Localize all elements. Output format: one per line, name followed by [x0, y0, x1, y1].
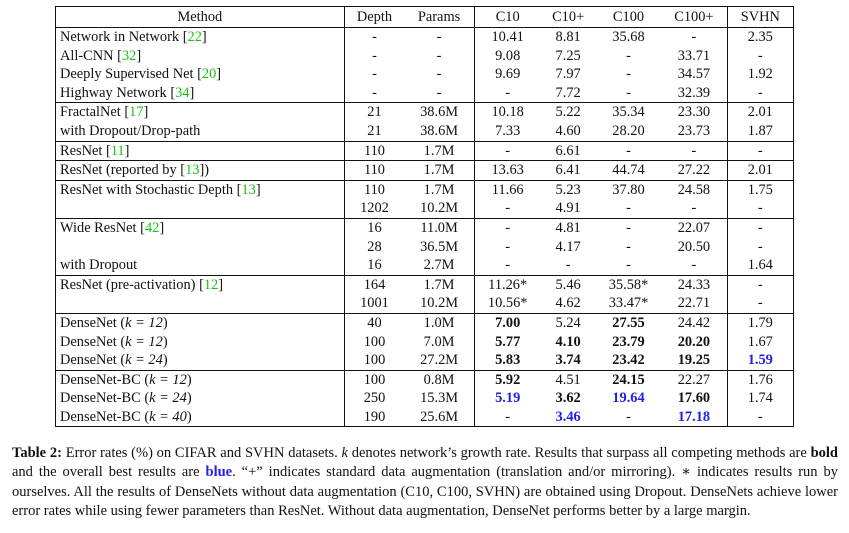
citation-link: 12	[203, 276, 219, 293]
c100-cell: 19.64	[612, 390, 645, 407]
table-row	[56, 199, 794, 218]
c10-plus-cell: 4.91	[555, 200, 581, 217]
params-cell: 38.6M	[404, 122, 474, 141]
method-name: Wide ResNet	[60, 219, 141, 236]
method-cell	[56, 389, 345, 408]
method-name: Deeply Supervised Net	[60, 66, 198, 83]
method-cell	[56, 333, 345, 352]
c100-cell: 37.80	[596, 180, 662, 199]
table-row	[56, 141, 794, 161]
c10-cell: 5.77	[495, 333, 521, 350]
c100-plus-cell: 23.73	[661, 122, 727, 141]
params-cell: 1.7M	[404, 161, 474, 181]
depth-cell: 16	[367, 257, 382, 274]
method-name: DenseNet (	[60, 314, 126, 331]
table-row	[56, 408, 794, 427]
c100-plus-cell: 24.42	[661, 313, 727, 332]
c10-cell: -	[505, 84, 511, 101]
method-name-suffix: )	[162, 352, 168, 369]
table-row	[56, 351, 794, 370]
table-row	[56, 238, 794, 257]
c10-plus-cell: 3.46	[541, 408, 596, 427]
method-cell	[56, 199, 345, 218]
c10-cell: -	[505, 200, 511, 217]
method-cell	[56, 238, 345, 257]
c100-plus-cell: -	[661, 256, 727, 275]
method-name: Highway Network	[60, 84, 171, 101]
depth-cell: -	[372, 84, 377, 101]
c100-plus-cell: 17.60	[661, 389, 727, 408]
method-cell: ResNet with Stochastic Depth [13]	[56, 180, 345, 199]
caption-blue-word: blue	[205, 464, 233, 481]
method-cell	[56, 122, 345, 141]
method-name: DenseNet (	[60, 333, 126, 350]
c100-plus-cell: 23.30	[661, 103, 727, 122]
caption-text: and the overall best results are	[12, 464, 206, 481]
params-cell: 1.7M	[404, 180, 474, 199]
c10-plus-cell: 5.24	[541, 313, 596, 332]
depth-cell: 21	[344, 103, 404, 122]
c100-cell: -	[596, 408, 662, 427]
c10-cell: 5.92	[474, 370, 540, 389]
method-cell: Deeply Supervised Net [20]	[56, 65, 345, 84]
c10-plus-cell: 4.10	[555, 333, 581, 350]
svhn-cell: -	[727, 275, 793, 294]
c10-cell: -	[505, 238, 511, 255]
params-cell: -	[404, 65, 474, 84]
citation-link: 22	[187, 29, 202, 45]
table-row	[56, 28, 794, 47]
c100-cell: -	[626, 84, 631, 101]
c10-plus-cell: 3.74	[555, 352, 581, 369]
svhn-cell: -	[727, 218, 793, 237]
svhn-cell: 2.01	[727, 103, 793, 122]
method-name-suffix: )	[186, 371, 192, 388]
method-name: DenseNet-BC (	[60, 390, 150, 407]
c10-cell: 7.00	[474, 313, 540, 332]
caption-k: k	[341, 445, 348, 461]
growth-rate: k = 24	[125, 352, 163, 369]
c100-plus-cell: -	[661, 28, 727, 47]
params-cell: 10.2M	[404, 199, 474, 218]
table-row	[56, 218, 794, 237]
svhn-cell: 1.64	[727, 256, 793, 275]
citation-link: 34	[175, 84, 190, 101]
method-name: DenseNet-BC (	[60, 371, 150, 388]
c100-cell: -	[626, 66, 631, 83]
table-row	[56, 161, 794, 181]
results-table	[55, 6, 794, 427]
c100-cell: 44.74	[596, 161, 662, 181]
header-params: Params	[404, 7, 474, 28]
method-name: ResNet (reported by	[60, 162, 181, 179]
c10-cell: -	[474, 218, 540, 237]
citation-link: 20	[201, 66, 217, 83]
c10-plus-cell: 6.61	[541, 141, 596, 161]
method-name-suffix: )	[204, 162, 210, 179]
c100-plus-cell: 34.57	[661, 65, 727, 84]
c100-plus-cell: 17.18	[661, 408, 727, 427]
svhn-cell: -	[727, 199, 793, 218]
depth-cell: -	[372, 66, 377, 83]
table-body	[56, 28, 794, 427]
c10-cell: 11.66	[474, 180, 540, 199]
c10-plus-cell: 3.62	[555, 390, 581, 407]
c100-cell: -	[596, 141, 662, 161]
c10-cell: 5.83	[495, 352, 521, 369]
c10-plus-cell: 5.22	[541, 103, 596, 122]
depth-cell: 1202	[360, 200, 389, 217]
c10-plus-cell: 5.23	[541, 180, 596, 199]
params-cell: 1.7M	[404, 141, 474, 161]
c100-cell: -	[626, 200, 631, 217]
c100-cell: -	[596, 218, 662, 237]
table-row	[56, 389, 794, 408]
c100-plus-cell: -	[661, 199, 727, 218]
citation-link: 32	[121, 47, 137, 64]
c100-cell: -	[626, 238, 631, 255]
params-cell: -	[404, 28, 474, 47]
method-cell: Network in Network [22]	[56, 28, 345, 47]
c10-plus-cell: 4.60	[555, 122, 581, 139]
depth-cell: 110	[344, 141, 404, 161]
svhn-cell: 1.76	[727, 370, 793, 389]
depth-cell: -	[344, 28, 404, 47]
c100-cell: 24.15	[596, 370, 662, 389]
c100-cell: 35.34	[596, 103, 662, 122]
method-cell	[56, 294, 345, 313]
table-row	[56, 84, 794, 103]
method-cell: All-CNN [32]	[56, 47, 345, 66]
params-cell: 15.3M	[404, 389, 474, 408]
method-cell: ResNet (pre-activation) [12]	[56, 275, 345, 294]
caption-bold-word: bold	[810, 445, 838, 461]
depth-cell: 16	[344, 218, 404, 237]
method-cell: ResNet [11]	[56, 141, 345, 161]
c100-plus-cell: 27.22	[661, 161, 727, 181]
c10-cell: 10.41	[474, 28, 540, 47]
table-row	[56, 180, 794, 199]
params-cell: 1.7M	[404, 275, 474, 294]
depth-cell: 250	[363, 390, 386, 407]
header-svhn: SVHN	[727, 7, 793, 28]
depth-cell: 100	[363, 352, 386, 369]
caption-text: . “+” indicates standard data augmentation (translation and/or mirroring). ∗ indicates results run by ourselves. All the results of DenseNets without data augmentation (C10, C100, SVHN) are obtained using Dropout. DenseNets achieve lower error rates while using fewer parameters than ResNet. Without data augmentation, DenseNet performs better by a large margin.	[12, 464, 838, 519]
params-cell: 1.0M	[404, 313, 474, 332]
table-row	[56, 313, 794, 332]
table-row	[56, 333, 794, 352]
growth-rate: k = 12	[149, 371, 187, 388]
method-cell	[56, 370, 345, 389]
c100-cell: 27.55	[596, 313, 662, 332]
c10-plus-cell: 4.17	[555, 238, 581, 255]
method-cell: ResNet (reported by [13])	[56, 161, 345, 181]
params-cell: -	[404, 47, 474, 66]
c100-cell: 35.58*	[596, 275, 662, 294]
c10-plus-cell: 4.51	[541, 370, 596, 389]
growth-rate: k = 24	[149, 390, 187, 407]
table-row	[56, 275, 794, 294]
c10-plus-cell: 6.41	[541, 161, 596, 181]
header-depth: Depth	[344, 7, 404, 28]
c100-plus-cell: 24.33	[661, 275, 727, 294]
params-cell: 27.2M	[404, 351, 474, 370]
c10-cell: 10.18	[474, 103, 540, 122]
table-caption	[12, 444, 838, 521]
table-row	[56, 122, 794, 141]
depth-cell: 1001	[360, 295, 389, 312]
c10-cell: 11.26*	[474, 275, 540, 294]
depth-cell: -	[372, 47, 377, 64]
params-cell: 10.2M	[404, 294, 474, 313]
c10-plus-cell: 7.72	[555, 84, 581, 101]
params-cell: -	[404, 84, 474, 103]
svhn-cell: -	[727, 238, 793, 257]
svhn-cell: 1.92	[727, 65, 793, 84]
citation-link: 13	[185, 162, 200, 179]
c100-plus-cell: 22.27	[661, 370, 727, 389]
c100-plus-cell: 32.39	[661, 84, 727, 103]
header-method: Method	[56, 7, 345, 28]
params-cell: 25.6M	[404, 408, 474, 427]
method-cell: Highway Network [34]	[56, 84, 345, 103]
depth-cell: 110	[344, 161, 404, 181]
svhn-cell: -	[727, 294, 793, 313]
caption-text: Error rates (%) on CIFAR and SVHN datasets.	[61, 445, 342, 461]
method-name: DenseNet-BC (	[60, 408, 150, 425]
depth-cell: 190	[344, 408, 404, 427]
c10-plus-cell: 8.81	[541, 28, 596, 47]
c100-plus-cell: 24.58	[661, 180, 727, 199]
table-row	[56, 47, 794, 66]
depth-cell: 164	[344, 275, 404, 294]
svhn-cell: -	[727, 47, 793, 66]
depth-cell: 40	[344, 313, 404, 332]
c100-cell: -	[626, 47, 631, 64]
method-cell	[56, 313, 345, 332]
method-name: Network in Network	[60, 29, 183, 45]
svhn-cell: 1.79	[727, 313, 793, 332]
method-name-suffix: )	[162, 314, 168, 331]
c100-plus-cell: 19.25	[661, 351, 727, 370]
svhn-cell: -	[727, 84, 793, 103]
c100-plus-cell: 22.07	[661, 218, 727, 237]
svhn-cell: 2.35	[727, 28, 793, 47]
method-name-suffix: )	[162, 333, 168, 350]
depth-cell: 100	[344, 370, 404, 389]
method-name: with Dropout/Drop-path	[60, 122, 201, 139]
method-name: FractalNet	[60, 104, 125, 121]
method-name: ResNet	[60, 142, 106, 159]
svhn-cell: -	[727, 408, 793, 427]
method-cell: Wide ResNet [42]	[56, 218, 345, 237]
svhn-cell: 1.74	[727, 389, 793, 408]
c10-plus-cell: 4.62	[555, 295, 581, 312]
c10-plus-cell: 7.97	[555, 66, 581, 83]
svhn-cell: 1.87	[727, 122, 793, 141]
depth-cell: 21	[367, 122, 382, 139]
method-name: with Dropout	[60, 257, 138, 274]
c100-plus-cell: 33.71	[661, 47, 727, 66]
c10-plus-cell: 4.81	[541, 218, 596, 237]
header-c100: C100	[596, 7, 662, 28]
c100-cell: 33.47*	[608, 295, 649, 312]
method-cell	[56, 408, 345, 427]
params-cell: 36.5M	[404, 238, 474, 257]
depth-cell: 28	[367, 238, 382, 255]
c10-cell: 13.63	[474, 161, 540, 181]
growth-rate: k = 40	[149, 408, 187, 425]
citation-link: 17	[129, 104, 144, 121]
table-row	[56, 370, 794, 389]
table-row	[56, 256, 794, 275]
c10-cell: 7.33	[495, 122, 521, 139]
table-row	[56, 103, 794, 122]
depth-cell: 100	[363, 333, 386, 350]
c100-plus-cell: 22.71	[661, 294, 727, 313]
c10-cell: 5.19	[495, 390, 521, 407]
params-cell: 11.0M	[404, 218, 474, 237]
svhn-cell: 2.01	[727, 161, 793, 181]
c10-cell: -	[505, 257, 511, 274]
c100-cell: -	[626, 257, 631, 274]
params-cell: 2.7M	[404, 256, 474, 275]
c10-cell: -	[474, 141, 540, 161]
header-c10-plus: C10+	[541, 7, 596, 28]
citation-link: 11	[110, 142, 125, 159]
c100-cell: 23.42	[612, 352, 645, 369]
c10-plus-cell: 7.25	[555, 47, 581, 64]
header-c10: C10	[474, 7, 540, 28]
method-name: All-CNN	[60, 47, 118, 64]
table-row	[56, 65, 794, 84]
params-cell: 38.6M	[404, 103, 474, 122]
c100-cell: 28.20	[612, 122, 645, 139]
table-header-row	[56, 7, 794, 28]
growth-rate: k = 12	[125, 314, 163, 331]
c10-plus-cell: -	[565, 257, 571, 274]
svhn-cell: 1.67	[727, 333, 793, 352]
c10-cell: 10.56*	[487, 295, 528, 312]
header-c100-plus: C100+	[661, 7, 727, 28]
c10-cell: 9.69	[495, 66, 521, 83]
method-name-suffix: )	[186, 390, 192, 407]
method-name: DenseNet (	[60, 352, 126, 369]
method-cell	[56, 351, 345, 370]
svhn-cell: -	[727, 141, 793, 161]
caption-text: denotes network’s growth rate. Results that surpass all competing methods are	[347, 445, 811, 461]
caption-label: Table 2:	[12, 445, 62, 461]
c10-cell: -	[474, 408, 540, 427]
svhn-cell: 1.75	[727, 180, 793, 199]
c10-cell: 9.08	[495, 47, 521, 64]
params-cell: 7.0M	[404, 333, 474, 352]
c10-plus-cell: 5.46	[541, 275, 596, 294]
method-name-suffix: )	[186, 408, 192, 425]
method-name: ResNet (pre-activation)	[60, 276, 200, 293]
c100-plus-cell: 20.50	[661, 238, 727, 257]
citation-link: 42	[144, 219, 160, 236]
table-row	[56, 294, 794, 313]
c100-plus-cell: 20.20	[661, 333, 727, 352]
citation-link: 13	[241, 181, 256, 198]
c100-plus-cell: -	[661, 141, 727, 161]
svhn-cell: 1.59	[727, 351, 793, 370]
method-cell: FractalNet [17]	[56, 103, 345, 122]
method-cell	[56, 256, 345, 275]
c100-cell: 35.68	[596, 28, 662, 47]
growth-rate: k = 12	[125, 333, 163, 350]
params-cell: 0.8M	[404, 370, 474, 389]
c100-cell: 23.79	[612, 333, 645, 350]
depth-cell: 110	[344, 180, 404, 199]
method-name: ResNet with Stochastic Depth	[60, 181, 237, 198]
